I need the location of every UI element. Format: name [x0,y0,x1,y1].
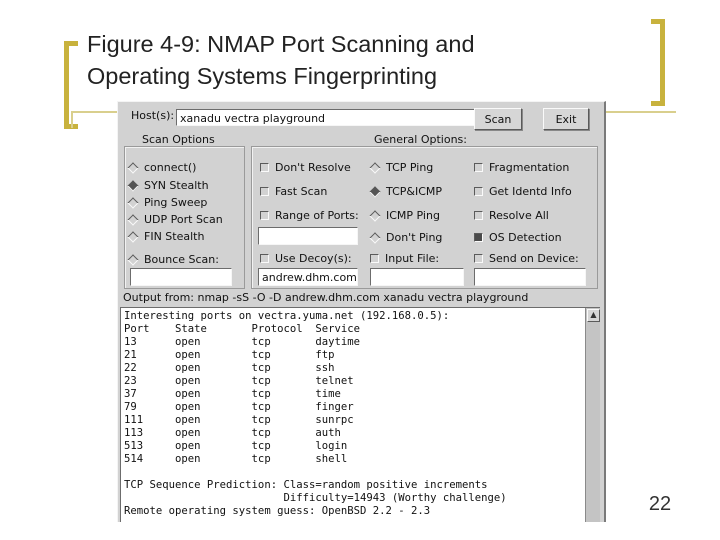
radio-button-icon[interactable] [369,210,380,221]
vertical-rule-decoration [71,111,73,128]
radio-button-icon[interactable] [369,162,380,173]
checkbox-icon[interactable] [474,211,483,220]
option-os-detection[interactable] [472,231,562,244]
ping-option-label: TCP&ICMP [386,185,443,198]
option-get-identd-info[interactable] [472,185,572,198]
radio-button-icon[interactable] [127,162,138,173]
general-options-label: General Options: [374,133,467,146]
send-device-label: Send on Device: [489,252,579,265]
ping-option-dont-ping[interactable] [368,231,442,244]
option-label: Don't Resolve [275,161,351,174]
scan-output-text: Interesting ports on vectra.yuma.net (192.168.0.5): Port State Protocol Service 13 open tcp daytime 21 open tcp ftp 22 open tcp ssh 23 open tcp telnet 37 open tcp time 79 open tcp finger 111 open tcp sunrpc 113 open tcp auth 513 open tcp login 514 open tcp shell TCP Sequence Prediction: Class=random positive increments Difficulty=14943 (Worthy challenge) Remote operating system guess: OpenBSD 2.2 - 2.3 [124,310,507,517]
option-dont-resolve[interactable] [258,161,351,174]
ping-option-label: TCP Ping [386,161,434,174]
option-label: Range of Ports: [275,209,359,222]
scan-options-label: Scan Options [142,133,215,146]
checkbox-icon[interactable] [260,187,269,196]
scan-type-ping-sweep[interactable] [126,196,207,209]
option-label: Fast Scan [275,185,328,198]
scan-output-area[interactable] [120,307,600,522]
decoys-input[interactable]: andrew.dhm.com [258,268,358,286]
radio-button-icon[interactable] [369,232,380,243]
input-file-label: Input File: [385,252,440,265]
scan-type-label: Ping Sweep [144,196,208,209]
bounce-scan-option[interactable] [126,253,219,266]
send-device-input[interactable] [474,268,586,286]
scroll-up-arrow-icon[interactable]: ▲ [587,309,600,322]
option-label: Get Identd Info [489,185,572,198]
checkbox-icon[interactable] [474,163,483,172]
scan-type-label: UDP Port Scan [144,213,223,226]
option-send-on-device[interactable] [472,252,579,265]
slide-title [87,28,627,92]
scan-type-label: SYN Stealth [144,179,209,192]
checkbox-icon[interactable] [474,254,483,263]
hosts-input[interactable]: xanadu vectra playground [176,109,480,126]
exit-button[interactable]: Exit [543,108,589,130]
radio-button-icon[interactable] [127,254,138,265]
scan-type-label: FIN Stealth [144,230,205,243]
slide-title-line-2: Operating Systems Fingerprinting [87,63,438,89]
option-use-decoys[interactable] [258,252,352,265]
radio-button-selected-icon[interactable] [369,186,380,197]
nmap-frontend-window [117,101,606,522]
radio-button-selected-icon[interactable] [127,180,138,191]
input-file-input[interactable] [370,268,464,286]
option-input-file[interactable] [368,252,439,265]
checkbox-icon[interactable] [260,163,269,172]
ping-option-tcp-ping[interactable] [368,161,433,174]
scan-type-udp-port-scan[interactable] [126,213,223,226]
right-bracket-decoration [651,19,665,106]
output-scrollbar[interactable] [585,308,600,522]
scan-type-syn-stealth[interactable] [126,179,209,192]
slide-title-line-1: Figure 4-9: NMAP Port Scanning and [87,31,475,57]
page-number: 22 [648,493,672,515]
use-decoys-label: Use Decoy(s): [275,252,352,265]
option-fragmentation[interactable] [472,161,569,174]
checkbox-checked-icon[interactable] [474,233,483,242]
bounce-scan-input[interactable] [130,268,232,286]
radio-button-icon[interactable] [127,197,138,208]
radio-button-icon[interactable] [127,231,138,242]
scan-type-label: connect() [144,161,197,174]
ping-option-icmp-ping[interactable] [368,209,440,222]
option-range-of-ports[interactable] [258,209,359,222]
ping-option-label: ICMP Ping [386,209,440,222]
radio-button-icon[interactable] [127,214,138,225]
option-label: OS Detection [489,231,562,244]
bounce-scan-label: Bounce Scan: [144,253,219,266]
checkbox-icon[interactable] [260,254,269,263]
ping-option-tcp-icmp[interactable] [368,185,442,198]
output-command-line: Output from: nmap -sS -O -D andrew.dhm.com xanadu vectra playground [123,291,529,304]
scan-type-connect[interactable] [126,161,196,174]
option-label: Resolve All [489,209,549,222]
scan-type-fin-stealth[interactable] [126,230,204,243]
option-fast-scan[interactable] [258,185,327,198]
hosts-label: Host(s): [131,109,175,122]
ping-option-label: Don't Ping [386,231,443,244]
checkbox-icon[interactable] [474,187,483,196]
checkbox-icon[interactable] [370,254,379,263]
option-resolve-all[interactable] [472,209,549,222]
scan-button[interactable]: Scan [474,108,522,130]
range-of-ports-input[interactable] [258,227,358,245]
checkbox-icon[interactable] [260,211,269,220]
option-label: Fragmentation [489,161,570,174]
